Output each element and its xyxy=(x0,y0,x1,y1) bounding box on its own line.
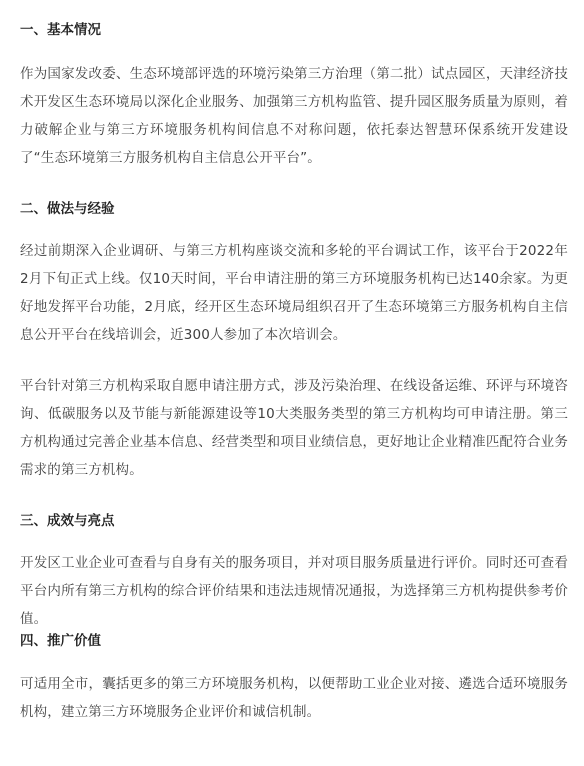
paragraph-results: 开发区工业企业可查看与自身有关的服务项目，并对项目服务质量进行评价。同时还可查看平台内所有第三方机构的综合评价结果和违法违规情况通报，为选择第三方机构提供参考价值。 xyxy=(20,555,568,627)
paragraph-practices-launch: 经过前期深入企业调研、与第三方机构座谈交流和多轮的平台调试工作，该平台于2022年2月下旬正式上线。仅10天时间，平台申请注册的第三方环境服务机构已达140余家。为更好地发挥平台功能，2月底，经开区生态环境局组织召开了生态环境第三方服务机构自主信息公开平台在线培训会，近300人参加了本次培训会。 xyxy=(20,243,568,343)
section-heading-promotion: 四、推广价值 xyxy=(20,633,101,649)
paragraph-promotion: 可适用全市，囊括更多的第三方环境服务机构，以便帮助工业企业对接、遴选合适环境服务机构，建立第三方环境服务企业评价和诚信机制。 xyxy=(20,676,568,720)
section-heading-practices: 二、做法与经验 xyxy=(20,201,115,217)
section-heading-basic-situation: 一、基本情况 xyxy=(20,22,101,38)
paragraph-practices-registration: 平台针对第三方机构采取自愿申请注册方式，涉及污染治理、在线设备运维、环评与环境咨询、低碳服务以及节能与新能源建设等10大类服务类型的第三方机构均可申请注册。第三方机构通过完善企业基本信息、经营类型和项目业绩信息，更好地让企业精准匹配符合业务需求的第三方机构。 xyxy=(20,378,568,478)
section-heading-results: 三、成效与亮点 xyxy=(20,513,115,529)
paragraph-basic-situation: 作为国家发改委、生态环境部评选的环境污染第三方治理（第二批）试点园区，天津经济技术开发区生态环境局以深化企业服务、加强第三方机构监管、提升园区服务质量为原则，着力破解企业与第三方环境服务机构间信息不对称问题，依托泰达智慧环保系统开发建设了“生态环境第三方服务机构自主信息公开平台”。 xyxy=(20,66,568,166)
